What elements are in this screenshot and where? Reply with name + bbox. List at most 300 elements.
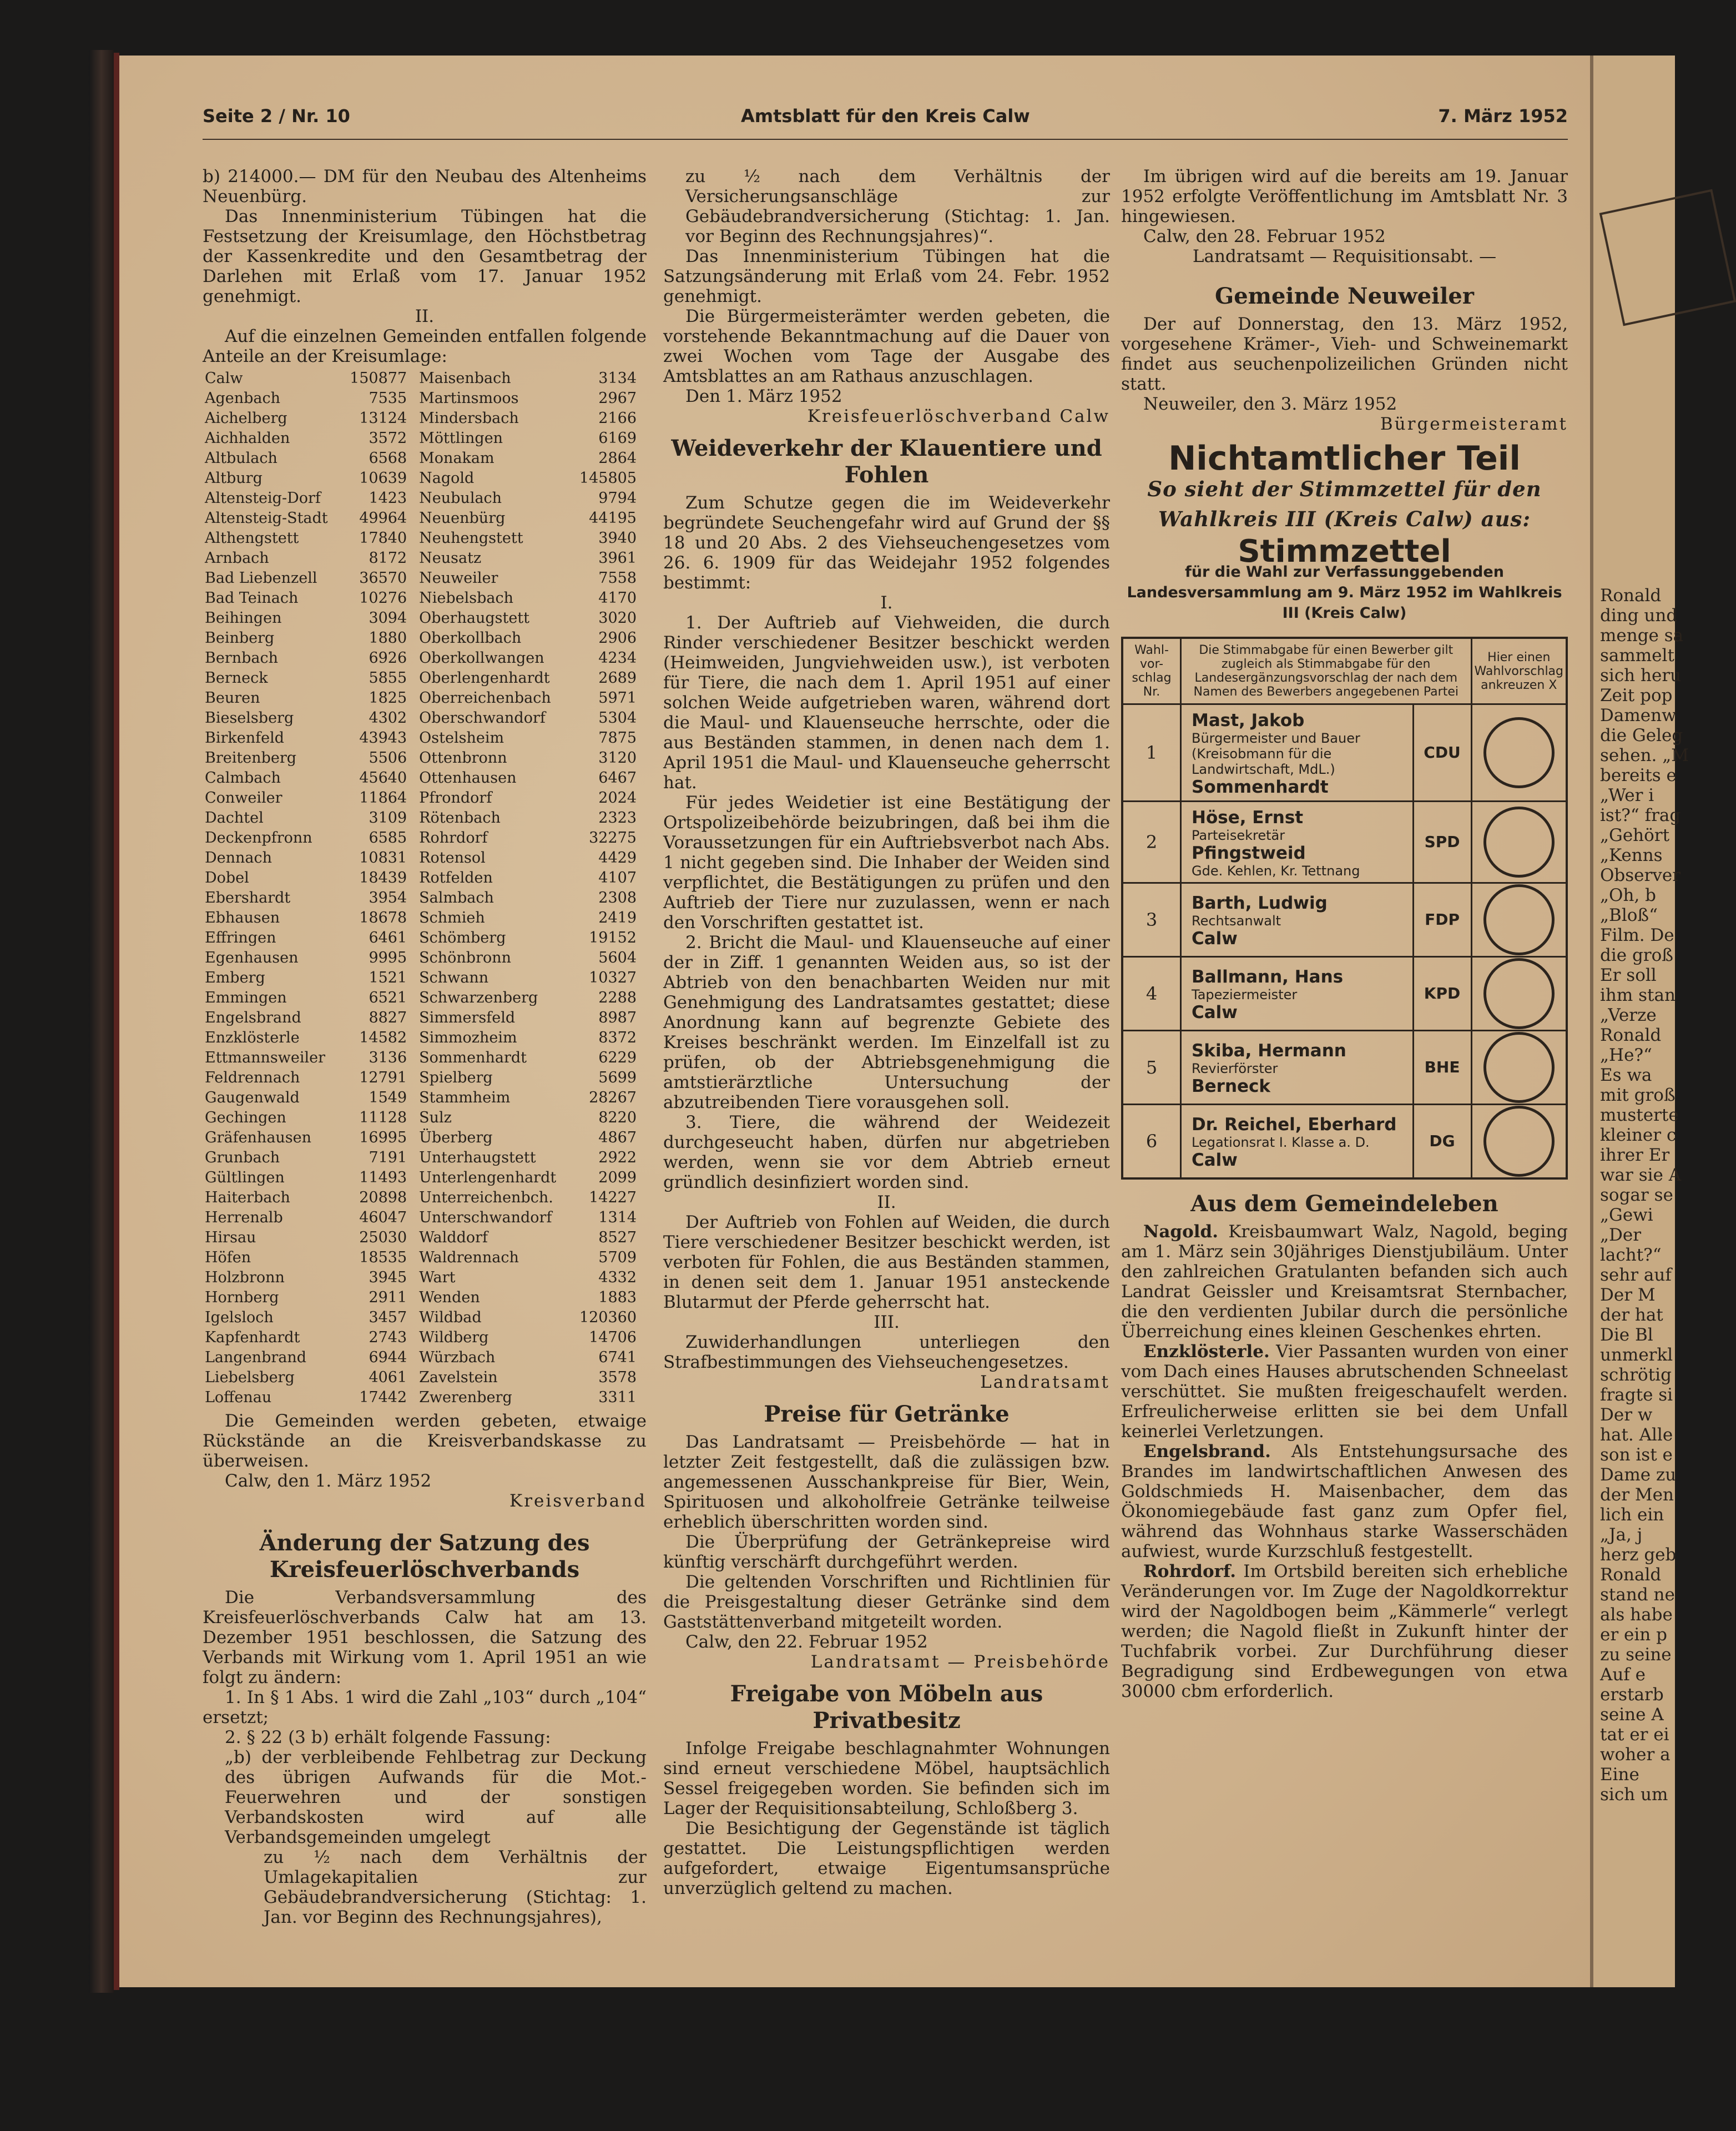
municipality-name: Unterschwandorf: [419, 1209, 552, 1226]
levy-amount: 2906: [598, 629, 637, 647]
ballot-title: Stimmzettel: [1238, 533, 1451, 570]
next-page-line: mit groß: [1600, 1085, 1676, 1105]
municipality-name: Emmingen: [205, 989, 287, 1006]
municipality-name: Birkenfeld: [205, 729, 285, 747]
table-row: [203, 1028, 647, 1048]
table-row: [203, 888, 647, 908]
municipality-name: Aichelberg: [205, 410, 287, 427]
levy-amount: 8220: [598, 1109, 637, 1126]
levy-amount: 3109: [369, 809, 407, 827]
signature: Kreisverband: [509, 1491, 647, 1511]
municipality-name: Enzklösterle: [205, 1029, 300, 1046]
next-page-line: sehen. „M: [1600, 745, 1689, 765]
candidate: [1181, 802, 1414, 883]
municipality-name: Grunbach: [205, 1149, 280, 1166]
ballot-row: [1122, 704, 1567, 802]
municipality-name: Neusatz: [419, 550, 482, 567]
section-heading: Preise für Getränke: [764, 1401, 1010, 1427]
candidate-name: Mast, Jakob: [1192, 711, 1305, 731]
next-page-line: lich ein: [1600, 1505, 1664, 1525]
table-row: [203, 588, 647, 608]
table-row: [203, 1308, 647, 1328]
table-row: [203, 728, 647, 748]
municipality-name: Holzbronn: [205, 1269, 285, 1286]
municipality-name: Oberhaugstett: [419, 609, 530, 627]
next-page-line: Es wa: [1600, 1065, 1652, 1085]
table-row: [203, 528, 647, 548]
next-page-edge: [1590, 56, 1689, 1987]
municipality-name: Pfrondorf: [419, 789, 492, 807]
table-row: [203, 1368, 647, 1388]
levy-amount: 5855: [369, 669, 407, 687]
section-number: III.: [874, 1312, 900, 1332]
municipality-name: Walddorf: [419, 1229, 488, 1246]
levy-amount: 6461: [369, 929, 407, 946]
news-place: Nagold.: [1143, 1222, 1219, 1242]
levy-amount: 1880: [369, 629, 407, 647]
municipality-name: Schwarzenberg: [419, 989, 538, 1006]
news-text: Im Ortsbild bereiten sich erhebliche Veränderungen vor. Im Zuge der Nagoldkorrektur wird der Nagoldbogen beim „Kämmerle“ verlegt werden; die Nagold fließt in Zukunft hinter der Tuchfabrik vorbei. Zur Durchführung dieser Begradigung sind Erdbewegungen von etwa 30000 cbm erforderlich.: [1121, 1561, 1568, 1701]
levy-amount: 44195: [589, 510, 637, 527]
levy-amount: 11128: [359, 1109, 407, 1126]
levy-amount: 17840: [359, 530, 407, 547]
paragraph: Auf die einzelnen Gemeinden entfallen folgende Anteile an der Kreisumlage:: [203, 326, 647, 366]
municipality-name: Beinberg: [205, 629, 275, 647]
signature: Landratsamt — Requisitionsabt. —: [1192, 246, 1497, 266]
section-heading: Gemeinde Neuweiler: [1215, 283, 1474, 309]
municipality-name: Berneck: [205, 669, 268, 687]
next-page-line: die groß: [1600, 945, 1673, 965]
table-row: [203, 1068, 647, 1088]
table-row: [203, 1188, 647, 1208]
table-row: [203, 1128, 647, 1148]
municipality-name: Möttlingen: [419, 430, 503, 447]
municipality-name: Ottenbronn: [419, 749, 507, 767]
municipality-name: Bernbach: [205, 649, 279, 667]
next-page-line: „Gehört: [1600, 825, 1670, 845]
levy-amount: 6926: [369, 649, 407, 667]
levy-amount: 4170: [598, 590, 637, 607]
levy-amount: 2743: [369, 1329, 407, 1346]
next-page-line: unmerkl: [1600, 1345, 1673, 1365]
municipality-name: Bieselsberg: [205, 709, 294, 727]
levy-amount: 2166: [598, 410, 637, 427]
levy-amount: 14227: [589, 1189, 637, 1206]
levy-amount: 6585: [369, 829, 407, 847]
levy-amount: 9794: [598, 490, 637, 507]
levy-amount: 18678: [359, 909, 407, 926]
section-title: Nichtamtlicher Teil: [1168, 439, 1521, 478]
levy-amount: 4302: [369, 709, 407, 727]
municipality-name: Ebershardt: [205, 889, 291, 906]
next-page-line: der Men: [1600, 1485, 1674, 1505]
municipality-name: Gräfenhausen: [205, 1129, 312, 1146]
candidate-note: (Kreisobmann für die Landwirtschaft, MdL.): [1192, 746, 1335, 777]
next-page-line: Der M: [1600, 1285, 1656, 1305]
levy-amount: 10327: [589, 969, 637, 986]
party-label: FDP: [1413, 883, 1471, 957]
municipality-name: Beihingen: [205, 609, 282, 627]
next-page-line: Ronald: [1600, 1565, 1662, 1585]
levy-amount: 36570: [359, 570, 407, 587]
levy-amount: 7875: [598, 729, 637, 747]
next-page-box: [1599, 189, 1736, 326]
next-page-line: Dame zu: [1600, 1465, 1677, 1485]
levy-amount: 4867: [598, 1129, 637, 1146]
municipality-name: Zavelstein: [419, 1369, 498, 1386]
levy-amount: 4332: [598, 1269, 637, 1286]
levy-amount: 4107: [598, 869, 637, 886]
party-label: DG: [1413, 1105, 1471, 1179]
municipality-name: Beuren: [205, 689, 260, 707]
levy-amount: 2911: [369, 1289, 407, 1306]
date-line: Calw, den 22. Februar 1952: [685, 1632, 928, 1652]
candidate: [1181, 957, 1414, 1031]
municipality-name: Rotensol: [419, 849, 486, 866]
candidate-place: Berneck: [1192, 1076, 1271, 1096]
levy-amount: 8987: [598, 1009, 637, 1026]
levy-amount: 3134: [598, 370, 637, 387]
next-page-line: tat er ei: [1600, 1725, 1669, 1745]
next-page-line: fragte si: [1600, 1385, 1673, 1405]
vote-cell: [1471, 883, 1567, 957]
next-page-line: zu seine: [1600, 1645, 1672, 1665]
table-row: [203, 488, 647, 508]
table-row: [203, 968, 647, 988]
levy-amount: 3954: [369, 889, 407, 906]
paragraph: Der Auftrieb von Fohlen auf Weiden, die durch Tiere verschiedener Besitzer beschickt werden, ist verboten für Fohlen, die aus Beständen stammen, in denen seit dem 1. Januar 1951 ansteckende Blutarmut der Pferde geherrscht hat.: [663, 1212, 1110, 1312]
list-item: „b) der verbleibende Fehlbetrag zur Deckung des übrigen Aufwands für die Mot.-Feuerwehren und der sonstigen Verbandskosten wird auf alle Verbandsgemeinden umgelegt: [225, 1747, 647, 1847]
levy-amount: 1825: [369, 689, 407, 707]
date-line: Neuweiler, den 3. März 1952: [1143, 394, 1397, 414]
levy-amount: 3961: [598, 550, 637, 567]
levy-amount: 10639: [359, 470, 407, 487]
header-title: Amtsblatt für den Kreis Calw: [741, 105, 1030, 127]
kreisumlage-table: [203, 369, 647, 1408]
levy-amount: 4061: [369, 1369, 407, 1386]
book-binding: [89, 50, 114, 1993]
next-page-line: der hat: [1600, 1305, 1663, 1325]
municipality-name: Altensteig-Dorf: [205, 490, 321, 507]
next-page-line: stand ne: [1600, 1585, 1675, 1605]
header-rule: [203, 139, 1568, 140]
municipality-name: Schmieh: [419, 909, 485, 926]
levy-amount: 4234: [598, 649, 637, 667]
municipality-name: Salmbach: [419, 889, 494, 906]
levy-amount: 10276: [359, 590, 407, 607]
candidate-name: Skiba, Hermann: [1192, 1041, 1346, 1061]
news-item: [1121, 1222, 1568, 1342]
table-row: [203, 608, 647, 628]
table-row: [203, 1208, 647, 1228]
table-row: [203, 748, 647, 768]
municipality-name: Rohrdorf: [419, 829, 488, 847]
municipality-name: Aichhalden: [205, 430, 290, 447]
table-row: [203, 768, 647, 788]
municipality-name: Schönbronn: [419, 949, 512, 966]
municipality-name: Dennach: [205, 849, 272, 866]
levy-amount: 3940: [598, 530, 637, 547]
municipality-name: Liebelsberg: [205, 1369, 295, 1386]
next-page-line: schrötig: [1600, 1365, 1672, 1385]
levy-amount: 49964: [359, 510, 407, 527]
vote-cell: [1471, 1105, 1567, 1179]
levy-amount: 7535: [369, 390, 407, 407]
levy-amount: 13124: [359, 410, 407, 427]
paragraph: Die Verbandsversammlung des Kreisfeuerlöschverbands Calw hat am 13. Dezember 1951 beschlossen, die Satzung des Verbands mit Wirkung vom 1. April 1951 an wie folgt zu ändern:: [203, 1588, 647, 1687]
news-place: Engelsbrand.: [1143, 1442, 1271, 1462]
column-1: [203, 167, 647, 1927]
levy-amount: 4429: [598, 849, 637, 866]
paragraph: Zum Schutze gegen die im Weideverkehr begründete Seuchengefahr wird auf Grund der §§ 18 und 20 Abs. 2 des Viehseuchengesetzes vom 26. 6. 1909 für das Weidejahr 1952 folgendes bestimmt:: [663, 493, 1110, 593]
municipality-name: Würzbach: [419, 1349, 496, 1366]
header-date: 7. März 1952: [1438, 105, 1568, 127]
candidate-occupation: Rechtsanwalt: [1192, 913, 1281, 929]
vote-circle: [1483, 884, 1555, 955]
paragraph: zu ½ nach dem Verhältnis der Versicherungsanschläge zur Gebäudebrandversicherung (Stichtag: 1. Jan. vor Beginn des Rechnungsjahres)“.: [685, 167, 1110, 246]
levy-amount: 8827: [369, 1009, 407, 1026]
candidate-place: Calw: [1192, 1150, 1238, 1170]
next-page-line: Film. De: [1600, 925, 1674, 945]
ballot-number: 1: [1122, 704, 1181, 802]
municipality-name: Höfen: [205, 1249, 251, 1266]
table-row: [203, 788, 647, 808]
candidate-place: Calw: [1192, 1002, 1238, 1022]
municipality-name: Zwerenberg: [419, 1389, 512, 1406]
municipality-name: Emberg: [205, 969, 265, 986]
levy-amount: 2099: [598, 1169, 637, 1186]
table-row: [203, 409, 647, 429]
table-row: [203, 508, 647, 528]
date-line: Den 1. März 1952: [685, 386, 842, 406]
table-row: [203, 389, 647, 409]
table-row: [203, 688, 647, 708]
next-page-line: „Verze: [1600, 1005, 1657, 1025]
ballot-header-mark: Hier einen Wahlvorschlag ankreuzen X: [1471, 638, 1567, 704]
municipality-name: Bad Liebenzell: [205, 570, 317, 587]
municipality-name: Bad Teinach: [205, 590, 299, 607]
next-page-line: als habe: [1600, 1605, 1673, 1625]
candidate-occupation: Bürgermeister und Bauer: [1192, 731, 1360, 746]
next-page-line: Die Bl: [1600, 1325, 1653, 1345]
next-page-line: sammelt: [1600, 646, 1674, 666]
municipality-name: Wildbad: [419, 1309, 482, 1326]
vote-circle: [1483, 958, 1555, 1029]
levy-amount: 43943: [359, 729, 407, 747]
news-text: Kreisbaumwart Walz, Nagold, beging am 1. März sein 30jähriges Dienstjubiläum. Unter den zahlreichen Gratulanten befanden sich auch Landrat Geissler und Kreisamtsrat Sternbacher, die den verdienten Jubilar durch die persönliche Überreichung eines kleinen Geschenkes ehrten.: [1121, 1222, 1568, 1342]
ballot-intro: So sieht der Stimmzettel für den Wahlkreis III (Kreis Calw) aus:: [1147, 477, 1542, 531]
table-row: [203, 468, 647, 488]
levy-amount: 6467: [598, 769, 637, 787]
header-page-number: Seite 2 / Nr. 10: [203, 105, 350, 127]
levy-amount: 7558: [598, 570, 637, 587]
table-row: [203, 1388, 647, 1408]
municipality-name: Martinsmoos: [419, 390, 519, 407]
levy-amount: 1423: [369, 490, 407, 507]
candidate: [1181, 704, 1414, 802]
municipality-name: Deckenpfronn: [205, 829, 312, 847]
candidate-name: Höse, Ernst: [1192, 808, 1304, 828]
levy-amount: 1521: [369, 969, 407, 986]
municipality-name: Langenbrand: [205, 1349, 307, 1366]
municipality-name: Ostelsheim: [419, 729, 504, 747]
municipality-name: Loffenau: [205, 1389, 272, 1406]
paragraph: 2. Bricht die Maul- und Klauenseuche auf einer der in Ziff. 1 genannten Weiden aus, so ist der Abtrieb von den benachbarten Weiden nur mit Genehmigung des Landratsamtes gestattet; diese Anordnung kann auf begrenzte Gebiete des Kreises beschränkt werden. Im Einzelfall ist zu prüfen, ob der Abtriebsgenehmigung die amtstierärztliche Untersuchung der abzutreibenden Tiere vorausgehen soll.: [663, 933, 1110, 1112]
next-page-line: „Kenns: [1600, 845, 1663, 865]
next-page-line: kleiner c: [1600, 1125, 1677, 1145]
levy-amount: 6169: [598, 430, 637, 447]
vote-cell: [1471, 704, 1567, 802]
paragraph: Die Überprüfung der Getränkepreise wird künftig verschärft durchgeführt werden.: [663, 1532, 1110, 1572]
paragraph: b) 214000.— DM für den Neubau des Altenheims Neuenbürg.: [203, 167, 647, 206]
next-page-line: erstarb: [1600, 1685, 1664, 1705]
municipality-name: Conweiler: [205, 789, 282, 807]
municipality-name: Schömberg: [419, 929, 506, 946]
news-item: [1121, 1561, 1568, 1701]
municipality-name: Mindersbach: [419, 410, 519, 427]
table-row: [203, 1168, 647, 1188]
column-3: [1121, 167, 1568, 1701]
candidate-name: Barth, Ludwig: [1192, 893, 1328, 913]
signature: Landratsamt: [980, 1372, 1110, 1392]
table-row: [203, 548, 647, 568]
levy-amount: 3457: [369, 1309, 407, 1326]
municipality-name: Hirsau: [205, 1229, 256, 1246]
municipality-name: Rotfelden: [419, 869, 493, 886]
table-row: [203, 988, 647, 1008]
levy-amount: 9995: [369, 949, 407, 966]
municipality-name: Neubulach: [419, 490, 502, 507]
levy-amount: 6229: [598, 1049, 637, 1066]
section-number: II.: [415, 306, 435, 326]
next-page-line: Ronald: [1600, 1025, 1662, 1045]
list-item: 1. In § 1 Abs. 1 wird die Zahl „103“ durch „104“ ersetzt;: [203, 1687, 647, 1727]
next-page-line: lacht?“: [1600, 1245, 1662, 1265]
next-page-text: [1600, 586, 1689, 1805]
levy-amount: 12791: [359, 1069, 407, 1086]
next-page-line: „Bloß“: [1600, 905, 1658, 925]
next-page-line: Damenw: [1600, 706, 1677, 726]
next-page-line: sehr auf: [1600, 1265, 1672, 1285]
table-row: [203, 449, 647, 468]
municipality-name: Unterreichenbch.: [419, 1189, 553, 1206]
table-row: [203, 808, 647, 828]
news-place: Enzklösterle.: [1143, 1342, 1270, 1362]
next-page-line: „Wer i: [1600, 785, 1654, 805]
party-label: KPD: [1413, 957, 1471, 1031]
ballot-row: [1122, 1031, 1567, 1105]
municipality-name: Altburg: [205, 470, 263, 487]
municipality-name: Rötenbach: [419, 809, 501, 827]
paragraph: Die Bürgermeisterämter werden gebeten, die vorstehende Bekanntmachung auf die Dauer von zwei Wochen vom Tage der Ausgabe des Amtsblattes an am Rathaus anzuschlagen.: [663, 306, 1110, 386]
ballot-subtitle: für die Wahl zur Verfassunggebenden Landesversammlung am 9. März 1952 im Wahlkreis III (Kreis Calw): [1127, 563, 1562, 622]
municipality-name: Waldrennach: [419, 1249, 519, 1266]
section-heading: Weideverkehr der Klauentiere und Fohlen: [671, 435, 1102, 488]
levy-amount: 1314: [598, 1209, 637, 1226]
candidate: [1181, 883, 1414, 957]
ballot-table: [1121, 637, 1568, 1180]
vote-cell: [1471, 957, 1567, 1031]
levy-amount: 8172: [369, 550, 407, 567]
paragraph: Das Innenministerium Tübingen hat die Festsetzung der Kreisumlage, den Höchstbetrag der Kassenkredite und den Gesamtbetrag der Darlehen mit Erlaß vom 17. Januar 1952 genehmigt.: [203, 206, 647, 306]
paragraph: Infolge Freigabe beschlagnahmter Wohnungen sind erneut verschiedene Möbel, hauptsächlich Sessel freigegeben worden. Sie befinden sich im Lager der Requisitionsabteilung, Schloßberg 3.: [663, 1739, 1110, 1818]
next-page-line: bereits e: [1600, 765, 1677, 785]
municipality-name: Neuhengstett: [419, 530, 523, 547]
table-row: [203, 948, 647, 968]
next-page-line: musterte: [1600, 1105, 1679, 1125]
page-header: [203, 105, 1568, 139]
levy-amount: 3136: [369, 1049, 407, 1066]
signature: Kreisfeuerlöschverband Calw: [807, 406, 1110, 426]
table-row: [203, 1248, 647, 1268]
next-page-line: ding und: [1600, 606, 1678, 626]
levy-amount: 45640: [359, 769, 407, 787]
levy-amount: 14706: [589, 1329, 637, 1346]
next-page-line: Der w: [1600, 1405, 1653, 1425]
paragraph: Das Landratsamt — Preisbehörde — hat in letzter Zeit festgestellt, daß die zulässigen bzw. angemessenen Ausschankpreise für Bier, Wein, Spirituosen und alkoholfreie Getränke teilweise erheblich überschritten worden sind.: [663, 1432, 1110, 1532]
ballot-number: 6: [1122, 1105, 1181, 1179]
paragraph: Das Innenministerium Tübingen hat die Satzungsänderung mit Erlaß vom 24. Febr. 1952 genehmigt.: [663, 246, 1110, 306]
list-item: zu ½ nach dem Verhältnis der Umlagekapitalien zur Gebäudebrandversicherung (Stichtag: 1. Jan. vor Beginn des Rechnungsjahres),: [264, 1847, 647, 1927]
table-row: [203, 908, 647, 928]
table-row: [203, 928, 647, 948]
levy-amount: 18439: [359, 869, 407, 886]
municipality-name: Breitenberg: [205, 749, 297, 767]
levy-amount: 10831: [359, 849, 407, 866]
levy-amount: 2922: [598, 1149, 637, 1166]
levy-amount: 5304: [598, 709, 637, 727]
candidate-place-note: Gde. Kehlen, Kr. Tettnang: [1192, 863, 1360, 879]
table-row: [203, 369, 647, 389]
next-page-line: seine A: [1600, 1705, 1664, 1725]
levy-amount: 11864: [359, 789, 407, 807]
levy-amount: 5709: [598, 1249, 637, 1266]
next-page-line: Observer: [1600, 865, 1681, 885]
levy-amount: 28267: [589, 1089, 637, 1106]
municipality-name: Wart: [419, 1269, 456, 1286]
municipality-name: Agenbach: [205, 390, 281, 407]
levy-amount: 8527: [598, 1229, 637, 1246]
municipality-name: Stammheim: [419, 1089, 511, 1106]
table-row: [203, 429, 647, 449]
municipality-name: Ebhausen: [205, 909, 280, 926]
table-row: [203, 828, 647, 848]
levy-amount: 5604: [598, 949, 637, 966]
candidate-occupation: Revierförster: [1192, 1061, 1278, 1076]
levy-amount: 6568: [369, 450, 407, 467]
table-row: [203, 1288, 647, 1308]
paragraph: Die Besichtigung der Gegenstände ist täglich gestattet. Die Leistungspflichtigen werden aufgefordert, etwaige Eigentumsansprüche unverzüglich geltend zu machen.: [663, 1818, 1110, 1898]
municipality-name: Oberlengenhardt: [419, 669, 550, 687]
municipality-name: Calmbach: [205, 769, 281, 787]
table-row: [203, 1348, 647, 1368]
levy-amount: 8372: [598, 1029, 637, 1046]
municipality-name: Gaugenwald: [205, 1089, 300, 1106]
municipality-name: Hornberg: [205, 1289, 279, 1306]
table-row: [203, 1268, 647, 1288]
paragraph: 1. Der Auftrieb auf Viehweiden, die durch Rinder verschiedener Besitzer beschickt werden (Heimweiden, Jungviehweiden usw.), ist verboten für Tiere, die nach dem 1. April 1951 auf einer solchen Weide aufgetrieben waren, während dort die Maul- und Klauenseuche herrschte, oder die aus Beständen stammen, in denen nach dem 1. April 1951 die Maul- und Klauenseuche geherrscht hat.: [663, 613, 1110, 793]
municipality-name: Monakam: [419, 450, 494, 467]
municipality-name: Neuweiler: [419, 570, 498, 587]
levy-amount: 6521: [369, 989, 407, 1006]
paragraph: Zuwiderhandlungen unterliegen den Strafbestimmungen des Viehseuchengesetzes.: [663, 1332, 1110, 1372]
news-text: Vier Passanten wurden von einer vom Dach eines Hauses abrutschenden Schneelast verschüttet. Sie mußten freigeschaufelt werden. Erfreulicherweise erlitten sie bei dem Unfall keinerlei Verletzungen.: [1121, 1342, 1568, 1442]
next-page-line: Er soll: [1600, 965, 1657, 985]
next-page-line: Auf e: [1600, 1665, 1646, 1685]
news-place: Rohrdorf.: [1143, 1561, 1237, 1581]
ballot-header-nr: Wahl-vor-schlag Nr.: [1122, 638, 1181, 704]
levy-amount: 120360: [579, 1309, 637, 1326]
